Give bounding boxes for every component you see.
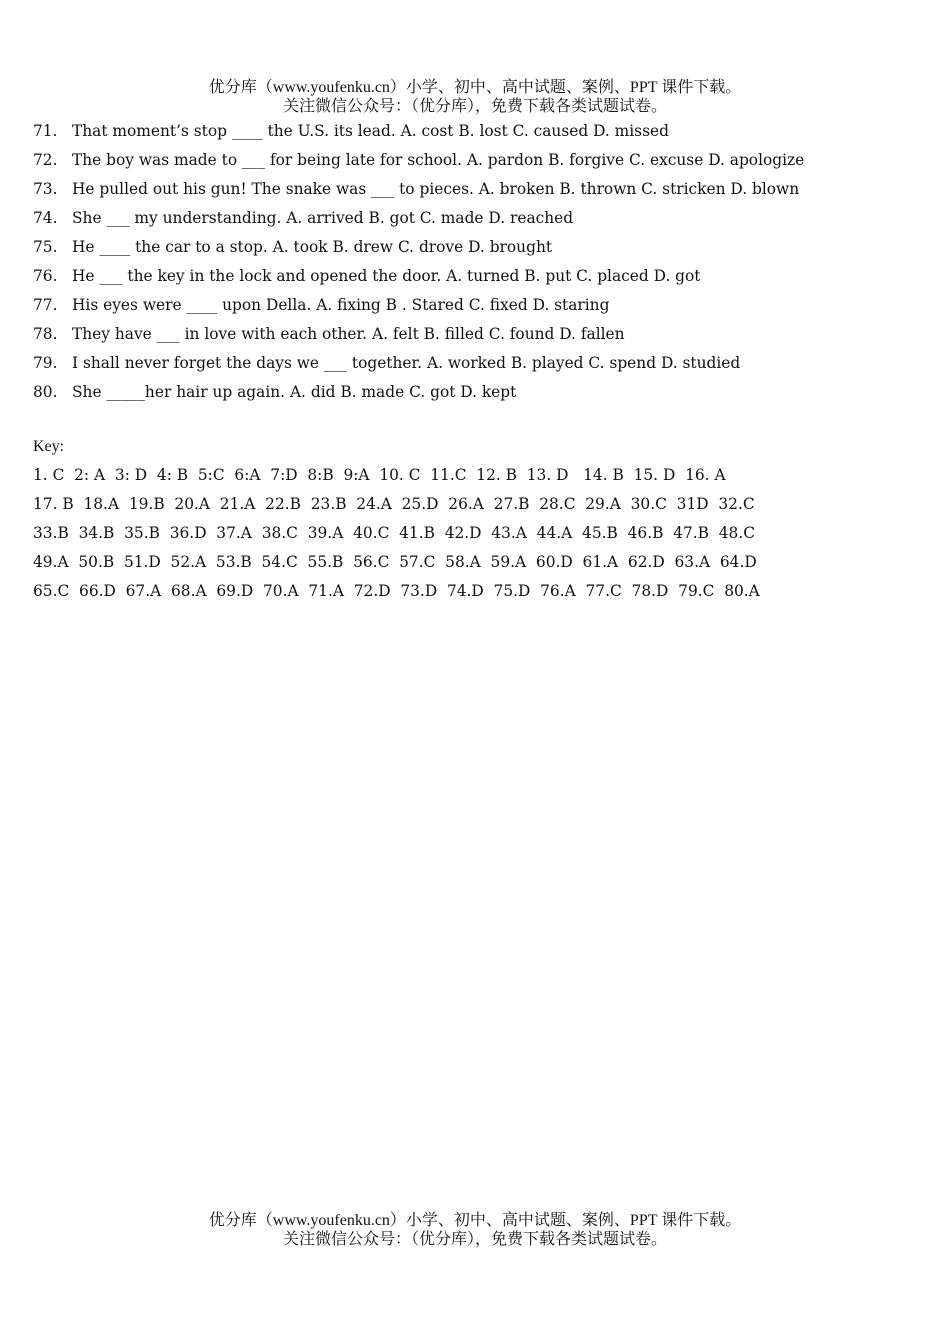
answer-key-line: 65.C 66.D 67.A 68.A 69.D 70.A 71.A 72.D 73.D 74.D 75.D 76.A 77.C 78.D 79.C 80.A: [33, 582, 760, 600]
header-line-1: 优分库（www.youfenku.cn）小学、初中、高中试题、案例、PPT 课件下载。: [208, 79, 742, 96]
question-text: She _____her hair up again. A. did B. made C. got D. kept: [72, 383, 517, 401]
question-number: 71.: [33, 122, 58, 140]
question-item: [33, 293, 933, 322]
question-number: 73.: [33, 180, 58, 198]
answer-key: [33, 463, 933, 608]
answer-key-line: 33.B 34.B 35.B 36.D 37.A 38.C 39.A 40.C 41.B 42.D 43.A 44.A 45.B 46.B 47.B 48.C: [33, 524, 756, 542]
question-number: 72.: [33, 151, 58, 169]
answer-key-title: Key:: [33, 438, 65, 455]
question-text: He pulled out his gun! The snake was ___ to pieces. A. broken B. thrown C. stricken D. blown: [72, 180, 800, 198]
question-text: He ___ the key in the lock and opened the door. A. turned B. put C. placed D. got: [72, 267, 701, 285]
question-text: She ___ my understanding. A. arrived B. got C. made D. reached: [72, 209, 574, 227]
question-text: His eyes were ____ upon Della. A. fixing B . Stared C. fixed D. staring: [72, 296, 610, 314]
question-text: I shall never forget the days we ___ together. A. worked B. played C. spend D. studied: [72, 354, 741, 372]
question-item: [33, 380, 933, 409]
question-text: They have ___ in love with each other. A. felt B. filled C. found D. fallen: [72, 325, 625, 343]
question-number: 77.: [33, 296, 58, 314]
answer-key-line: 1. C 2: A 3: D 4: B 5:C 6:A 7:D 8:B 9:A 10. C 11.C 12. B 13. D 14. B 15. D 16. A: [33, 466, 726, 484]
page-footer: [0, 1211, 950, 1249]
question-number: 74.: [33, 209, 58, 227]
question-list: [33, 119, 933, 409]
answer-key-line: 49.A 50.B 51.D 52.A 53.B 54.C 55.B 56.C 57.C 58.A 59.A 60.D 61.A 62.D 63.A 64.D: [33, 553, 757, 571]
question-number: 79.: [33, 354, 58, 372]
question-item: [33, 148, 933, 177]
question-item: [33, 264, 933, 293]
question-text: That moment’s stop ____ the U.S. its lead. A. cost B. lost C. caused D. missed: [72, 122, 669, 140]
question-item: [33, 177, 933, 206]
page-header: [0, 78, 950, 116]
question-text: The boy was made to ___ for being late for school. A. pardon B. forgive C. excuse D. apologize: [72, 151, 805, 169]
question-item: [33, 322, 933, 351]
header-line-2: 关注微信公众号：（优分库），免费下载各类试题试卷。: [282, 98, 667, 115]
question-number: 78.: [33, 325, 58, 343]
question-item: [33, 235, 933, 264]
question-number: 80.: [33, 383, 58, 401]
answer-key-line: 17. B 18.A 19.B 20.A 21.A 22.B 23.B 24.A 25.D 26.A 27.B 28.C 29.A 30.C 31D 32.C: [33, 495, 755, 513]
footer-line-2: 关注微信公众号：（优分库），免费下载各类试题试卷。: [282, 1231, 667, 1248]
question-text: He ____ the car to a stop. A. took B. drew C. drove D. brought: [72, 238, 553, 256]
question-number: 75.: [33, 238, 58, 256]
question-item: [33, 351, 933, 380]
question-number: 76.: [33, 267, 58, 285]
question-item: [33, 119, 933, 148]
question-item: [33, 206, 933, 235]
footer-line-1: 优分库（www.youfenku.cn）小学、初中、高中试题、案例、PPT 课件下载。: [208, 1212, 742, 1229]
